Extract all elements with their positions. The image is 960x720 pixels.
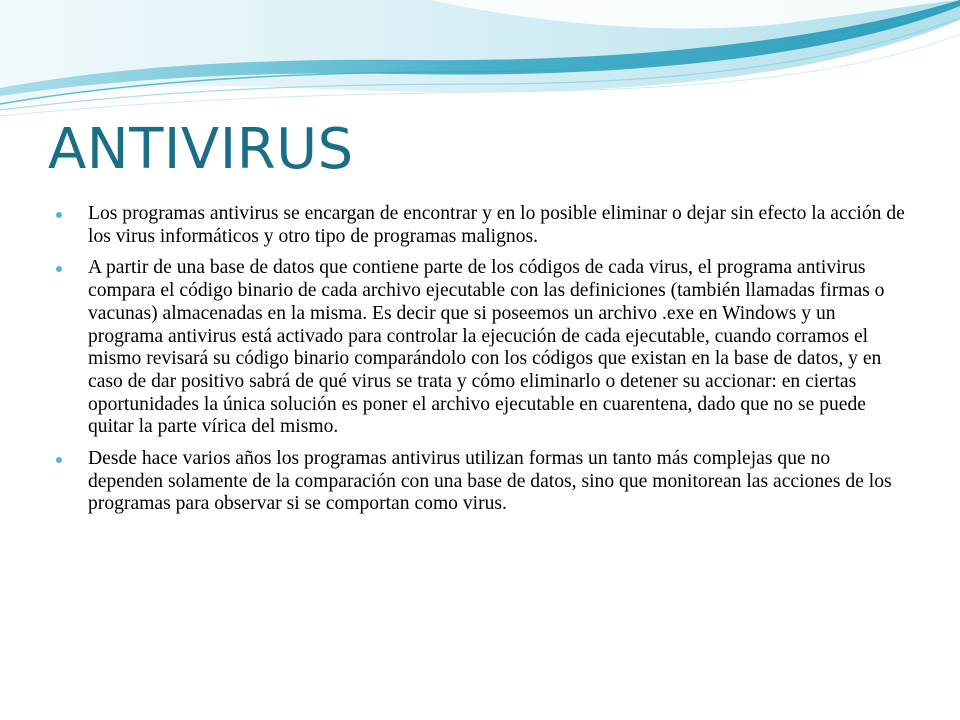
bullet-dot-icon xyxy=(56,212,62,218)
slide-title: ANTIVIRUS xyxy=(48,117,354,182)
bullet-dot-icon xyxy=(56,266,62,272)
bullet-dot-icon xyxy=(56,457,62,463)
bullet-item xyxy=(56,448,908,516)
bullet-text: Desde hace varios años los programas antivirus utilizan formas un tanto más complejas que no dependen solamente de la comparación con una base de datos, sino que monitorean las acciones de los programas para observar si se comportan como virus. xyxy=(88,448,892,515)
bullet-text: Los programas antivirus se encargan de encontrar y en lo posible eliminar o dejar sin efecto la acción de los virus informáticos y otro tipo de programas malignos. xyxy=(88,203,905,247)
bullet-item xyxy=(56,203,908,248)
bullet-list xyxy=(56,203,908,525)
header-wave-decoration xyxy=(0,0,960,120)
bullet-item xyxy=(56,257,908,439)
bullet-text: A partir de una base de datos que contiene parte de los códigos de cada virus, el programa antivirus compara el código binario de cada archivo ejecutable con las definiciones (también llamadas firmas o vacunas) almacenadas en la misma. Es decir que si poseemos un archivo .exe en Windows y un programa antivirus está activado para controlar la ejecución de cada ejecutable, cuando corramos el mismo revisará su código binario comparándolo con los códigos que existan en la base de datos, y en caso de dar positivo sabrá de qué virus se trata y cómo eliminarlo o detener su accionar: en ciertas oportunidades la única solución es poner el archivo ejecutable en cuarentena, dado que no se puede quitar la parte vírica del mismo. xyxy=(88,257,885,438)
